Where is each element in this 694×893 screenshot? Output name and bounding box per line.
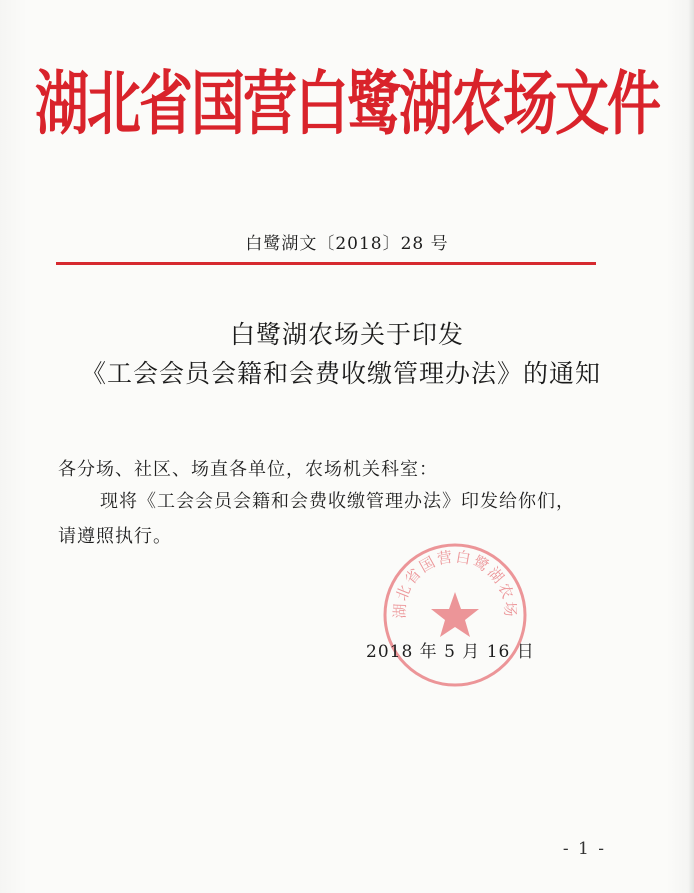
notice-title-line-1: 白鹭湖农场关于印发 [229,320,464,349]
seal-star-icon [431,592,479,637]
signature-date: 2018 年 5 月 16 日 [366,642,535,662]
addressee-line: 各分场、社区、场直各单位，农场机关科室： [58,459,438,480]
red-divider-line [56,262,596,265]
body-paragraph-line-1: 现将《工会会员会籍和会费收缴管理办法》印发给你们， [100,491,575,512]
page-number: - 1 - [562,839,606,859]
scan-edge-shadow [688,0,694,893]
notice-title-line-2: 《工会会员会籍和会费收缴管理办法》的通知 [80,359,601,388]
document-header-title: 湖北省国营白鹭湖农场文件 [35,63,659,145]
seal-text: 湖北省国营白鹭湖农场 [390,547,520,619]
document-number: 白鹭湖文〔2018〕28 号 [245,234,449,254]
body-paragraph-line-2: 请遵照执行。 [58,526,172,547]
official-seal-stamp [380,540,530,690]
